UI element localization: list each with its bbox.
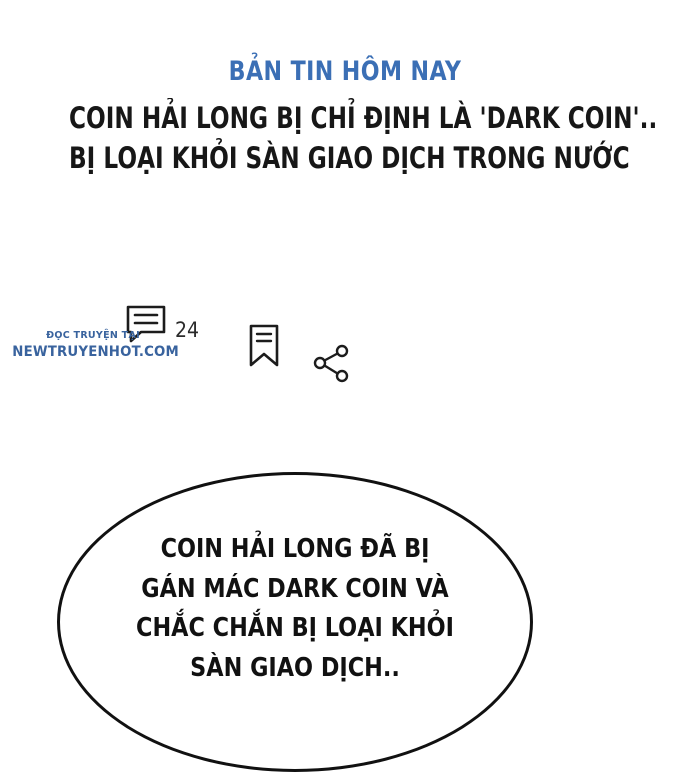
share-icon: [312, 371, 352, 388]
speech-bubble: [0, 462, 690, 704]
comment-count: 24: [175, 318, 200, 342]
bookmark-icon: [245, 357, 283, 374]
news-kicker: BẢN TIN HÔM NAY: [228, 56, 462, 87]
speech-bubble-line-2: GÁN MÁC DARK COIN VÀ: [141, 573, 449, 604]
speech-bubble-line-3: CHẮC CHẮN BỊ LOẠI KHỎI: [136, 613, 454, 644]
share-button[interactable]: [312, 344, 352, 389]
speech-bubble-text: [90, 530, 499, 688]
news-headline: [69, 98, 658, 178]
bookmark-button[interactable]: [245, 322, 283, 375]
speech-bubble-line-1: COIN HẢI LONG ĐÃ BỊ: [160, 534, 430, 564]
news-headline-block: [0, 56, 690, 178]
speech-bubble-line-4: SÀN GIAO DỊCH..: [190, 652, 400, 683]
news-headline-line-1: COIN HẢI LONG BỊ CHỈ ĐỊNH LÀ 'DARK COIN'..: [69, 101, 658, 136]
watermark-top-line: ĐỌC TRUYỆN TẠI: [46, 330, 140, 341]
watermark-bottom-line: NEWTRUYENHOT.COM: [12, 344, 179, 360]
news-headline-line-2: BỊ LOẠI KHỎI SÀN GIAO DỊCH TRONG NƯỚC: [69, 141, 630, 176]
site-watermark: [8, 330, 178, 360]
